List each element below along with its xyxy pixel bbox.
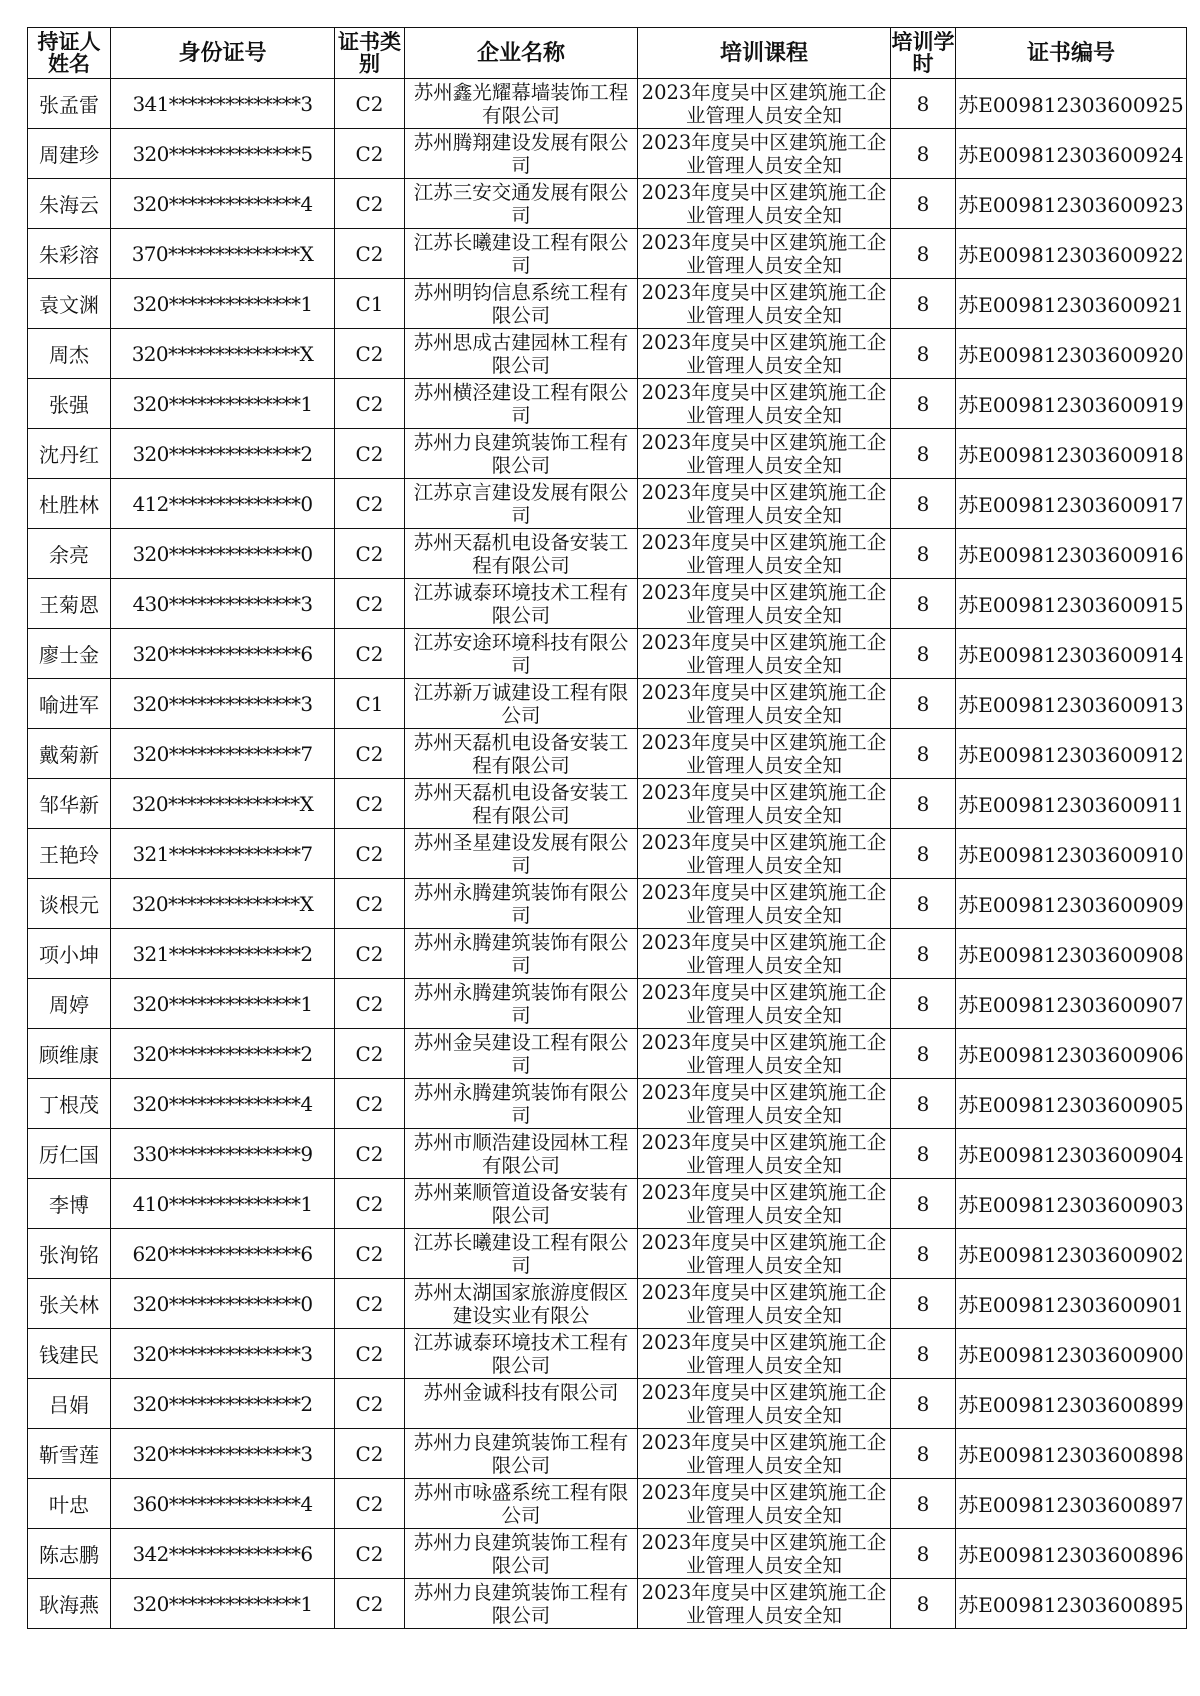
table-row [28, 729, 1187, 779]
cell-cert-type: C2 [335, 979, 405, 1029]
cell-id-number: 321**************2 [111, 929, 335, 979]
cell-id-number: 320**************2 [111, 429, 335, 479]
cell-id-number: 430**************3 [111, 579, 335, 629]
cell-hours: 8 [891, 1329, 956, 1379]
cell-company: 苏州腾翔建设发展有限公司 [405, 129, 638, 179]
cell-name: 谈根元 [28, 879, 111, 929]
cell-name: 周建珍 [28, 129, 111, 179]
cell-hours: 8 [891, 879, 956, 929]
cell-name: 吕娟 [28, 1379, 111, 1429]
cell-name: 项小坤 [28, 929, 111, 979]
cell-hours: 8 [891, 429, 956, 479]
cell-cert-number: 苏E009812303600915 [956, 579, 1187, 629]
cell-hours: 8 [891, 829, 956, 879]
cell-course: 2023年度吴中区建筑施工企业管理人员安全知 [638, 429, 891, 479]
table-row [28, 129, 1187, 179]
cell-company: 苏州横泾建设工程有限公司 [405, 379, 638, 429]
cell-cert-number: 苏E009812303600901 [956, 1279, 1187, 1329]
cell-company: 苏州明钧信息系统工程有限公司 [405, 279, 638, 329]
table-row [28, 79, 1187, 129]
cell-cert-type: C2 [335, 1429, 405, 1479]
cell-name: 叶忠 [28, 1479, 111, 1529]
cell-company: 苏州力良建筑装饰工程有限公司 [405, 429, 638, 479]
cell-cert-number: 苏E009812303600904 [956, 1129, 1187, 1179]
cell-name: 钱建民 [28, 1329, 111, 1379]
table-row [28, 1329, 1187, 1379]
cell-hours: 8 [891, 1029, 956, 1079]
table-row [28, 279, 1187, 329]
cell-cert-type: C2 [335, 1079, 405, 1129]
cell-hours: 8 [891, 529, 956, 579]
cell-name: 王艳玲 [28, 829, 111, 879]
cell-company: 苏州市咏盛系统工程有限公司 [405, 1479, 638, 1529]
cell-id-number: 342**************6 [111, 1529, 335, 1579]
cell-cert-type: C2 [335, 529, 405, 579]
cell-company: 江苏新万诚建设工程有限公司 [405, 679, 638, 729]
cell-cert-type: C2 [335, 829, 405, 879]
cell-hours: 8 [891, 1579, 956, 1629]
header-company: 企业名称 [405, 28, 638, 79]
header-cert-no: 证书编号 [956, 28, 1187, 79]
cell-cert-type: C2 [335, 1479, 405, 1529]
cell-course: 2023年度吴中区建筑施工企业管理人员安全知 [638, 329, 891, 379]
cell-cert-number: 苏E009812303600917 [956, 479, 1187, 529]
cell-hours: 8 [891, 1229, 956, 1279]
cell-cert-number: 苏E009812303600910 [956, 829, 1187, 879]
cell-cert-type: C2 [335, 1579, 405, 1629]
cell-cert-number: 苏E009812303600902 [956, 1229, 1187, 1279]
table-row [28, 1079, 1187, 1129]
cell-id-number: 620**************6 [111, 1229, 335, 1279]
table-row [28, 679, 1187, 729]
cell-hours: 8 [891, 379, 956, 429]
cell-cert-number: 苏E009812303600907 [956, 979, 1187, 1029]
cell-course: 2023年度吴中区建筑施工企业管理人员安全知 [638, 1379, 891, 1429]
cell-id-number: 320**************6 [111, 629, 335, 679]
cell-course: 2023年度吴中区建筑施工企业管理人员安全知 [638, 629, 891, 679]
cell-cert-number: 苏E009812303600903 [956, 1179, 1187, 1229]
cell-cert-type: C2 [335, 479, 405, 529]
cell-id-number: 320**************1 [111, 1579, 335, 1629]
cell-name: 张强 [28, 379, 111, 429]
cell-name: 厉仁国 [28, 1129, 111, 1179]
cell-cert-number: 苏E009812303600899 [956, 1379, 1187, 1429]
header-hours: 培训学时 [891, 28, 956, 79]
cell-course: 2023年度吴中区建筑施工企业管理人员安全知 [638, 379, 891, 429]
cell-course: 2023年度吴中区建筑施工企业管理人员安全知 [638, 479, 891, 529]
certificate-table [27, 27, 1187, 1629]
cell-company: 苏州莱顺管道设备安装有限公司 [405, 1179, 638, 1229]
table-row [28, 579, 1187, 629]
cell-hours: 8 [891, 779, 956, 829]
cell-course: 2023年度吴中区建筑施工企业管理人员安全知 [638, 1429, 891, 1479]
table-row [28, 229, 1187, 279]
cell-id-number: 320**************4 [111, 179, 335, 229]
cell-company: 苏州天磊机电设备安装工程有限公司 [405, 529, 638, 579]
table-row [28, 1029, 1187, 1079]
cell-name: 陈志鹏 [28, 1529, 111, 1579]
cell-course: 2023年度吴中区建筑施工企业管理人员安全知 [638, 529, 891, 579]
cell-hours: 8 [891, 1429, 956, 1479]
header-cert-type: 证书类别 [335, 28, 405, 79]
cell-name: 张洵铭 [28, 1229, 111, 1279]
table-row [28, 329, 1187, 379]
cell-cert-number: 苏E009812303600914 [956, 629, 1187, 679]
table-row [28, 379, 1187, 429]
cell-cert-number: 苏E009812303600923 [956, 179, 1187, 229]
cell-id-number: 320**************4 [111, 1079, 335, 1129]
cell-id-number: 320**************3 [111, 1329, 335, 1379]
cell-course: 2023年度吴中区建筑施工企业管理人员安全知 [638, 1579, 891, 1629]
cell-name: 顾维康 [28, 1029, 111, 1079]
table-row [28, 929, 1187, 979]
cell-hours: 8 [891, 979, 956, 1029]
cell-cert-number: 苏E009812303600913 [956, 679, 1187, 729]
cell-course: 2023年度吴中区建筑施工企业管理人员安全知 [638, 829, 891, 879]
cell-cert-number: 苏E009812303600906 [956, 1029, 1187, 1079]
cell-id-number: 320**************0 [111, 529, 335, 579]
cell-course: 2023年度吴中区建筑施工企业管理人员安全知 [638, 1179, 891, 1229]
cell-course: 2023年度吴中区建筑施工企业管理人员安全知 [638, 879, 891, 929]
table-row [28, 529, 1187, 579]
cell-course: 2023年度吴中区建筑施工企业管理人员安全知 [638, 1079, 891, 1129]
cell-id-number: 320**************X [111, 329, 335, 379]
cell-name: 李博 [28, 1179, 111, 1229]
cell-hours: 8 [891, 1279, 956, 1329]
cell-hours: 8 [891, 679, 956, 729]
cell-cert-type: C2 [335, 1279, 405, 1329]
cell-course: 2023年度吴中区建筑施工企业管理人员安全知 [638, 729, 891, 779]
cell-name: 邹华新 [28, 779, 111, 829]
cell-hours: 8 [891, 279, 956, 329]
cell-hours: 8 [891, 479, 956, 529]
cell-company: 江苏长曦建设工程有限公司 [405, 1229, 638, 1279]
cell-cert-type: C2 [335, 329, 405, 379]
cell-cert-type: C2 [335, 629, 405, 679]
cell-id-number: 320**************X [111, 879, 335, 929]
cell-company: 苏州天磊机电设备安装工程有限公司 [405, 779, 638, 829]
cell-course: 2023年度吴中区建筑施工企业管理人员安全知 [638, 679, 891, 729]
cell-cert-number: 苏E009812303600925 [956, 79, 1187, 129]
cell-hours: 8 [891, 129, 956, 179]
table-row [28, 829, 1187, 879]
cell-cert-number: 苏E009812303600919 [956, 379, 1187, 429]
cell-hours: 8 [891, 579, 956, 629]
table-row [28, 429, 1187, 479]
cell-cert-type: C2 [335, 1229, 405, 1279]
cell-id-number: 320**************1 [111, 379, 335, 429]
cell-cert-type: C2 [335, 429, 405, 479]
cell-cert-type: C2 [335, 1529, 405, 1579]
cell-cert-type: C2 [335, 179, 405, 229]
cell-id-number: 320**************1 [111, 279, 335, 329]
cell-course: 2023年度吴中区建筑施工企业管理人员安全知 [638, 1029, 891, 1079]
cell-name: 杜胜林 [28, 479, 111, 529]
cell-id-number: 370**************X [111, 229, 335, 279]
table-row [28, 879, 1187, 929]
cell-cert-number: 苏E009812303600920 [956, 329, 1187, 379]
table-row [28, 779, 1187, 829]
cell-hours: 8 [891, 929, 956, 979]
cell-company: 苏州天磊机电设备安装工程有限公司 [405, 729, 638, 779]
table-row [28, 1579, 1187, 1629]
cell-company: 江苏长曦建设工程有限公司 [405, 229, 638, 279]
cell-cert-type: C2 [335, 79, 405, 129]
cell-name: 周婷 [28, 979, 111, 1029]
table-row [28, 1379, 1187, 1429]
cell-id-number: 341**************3 [111, 79, 335, 129]
cell-cert-number: 苏E009812303600922 [956, 229, 1187, 279]
cell-course: 2023年度吴中区建筑施工企业管理人员安全知 [638, 1529, 891, 1579]
cell-hours: 8 [891, 1179, 956, 1229]
cell-hours: 8 [891, 729, 956, 779]
cell-course: 2023年度吴中区建筑施工企业管理人员安全知 [638, 279, 891, 329]
cell-company: 苏州力良建筑装饰工程有限公司 [405, 1579, 638, 1629]
cell-cert-type: C2 [335, 379, 405, 429]
cell-cert-type: C2 [335, 1179, 405, 1229]
cell-company: 苏州鑫光耀幕墙装饰工程有限公司 [405, 79, 638, 129]
cell-company: 江苏京言建设发展有限公司 [405, 479, 638, 529]
cell-company: 苏州力良建筑装饰工程有限公司 [405, 1429, 638, 1479]
cell-hours: 8 [891, 329, 956, 379]
cell-cert-number: 苏E009812303600895 [956, 1579, 1187, 1629]
cell-cert-number: 苏E009812303600909 [956, 879, 1187, 929]
cell-cert-number: 苏E009812303600921 [956, 279, 1187, 329]
cell-id-number: 410**************1 [111, 1179, 335, 1229]
cell-id-number: 320**************3 [111, 679, 335, 729]
cell-cert-type: C1 [335, 679, 405, 729]
table-row [28, 479, 1187, 529]
table-row [28, 629, 1187, 679]
cell-cert-type: C2 [335, 929, 405, 979]
table-row [28, 1529, 1187, 1579]
cell-name: 戴菊新 [28, 729, 111, 779]
cell-company: 苏州圣星建设发展有限公司 [405, 829, 638, 879]
cell-name: 喻进军 [28, 679, 111, 729]
cell-company: 苏州永腾建筑装饰有限公司 [405, 879, 638, 929]
header-course: 培训课程 [638, 28, 891, 79]
cell-hours: 8 [891, 229, 956, 279]
cell-hours: 8 [891, 179, 956, 229]
cell-cert-type: C2 [335, 229, 405, 279]
cell-id-number: 320**************2 [111, 1379, 335, 1429]
cell-id-number: 330**************9 [111, 1129, 335, 1179]
table-row [28, 1129, 1187, 1179]
cell-id-number: 321**************7 [111, 829, 335, 879]
cell-course: 2023年度吴中区建筑施工企业管理人员安全知 [638, 579, 891, 629]
table-row [28, 1279, 1187, 1329]
cell-company: 苏州力良建筑装饰工程有限公司 [405, 1529, 638, 1579]
cell-course: 2023年度吴中区建筑施工企业管理人员安全知 [638, 979, 891, 1029]
cell-id-number: 320**************3 [111, 1429, 335, 1479]
cell-company: 江苏安途环境科技有限公司 [405, 629, 638, 679]
cell-id-number: 320**************2 [111, 1029, 335, 1079]
cell-id-number: 412**************0 [111, 479, 335, 529]
cell-name: 余亮 [28, 529, 111, 579]
table-row [28, 1229, 1187, 1279]
cell-name: 王菊恩 [28, 579, 111, 629]
cell-cert-number: 苏E009812303600908 [956, 929, 1187, 979]
cell-name: 丁根茂 [28, 1079, 111, 1129]
cell-id-number: 320**************0 [111, 1279, 335, 1329]
cell-course: 2023年度吴中区建筑施工企业管理人员安全知 [638, 129, 891, 179]
cell-cert-number: 苏E009812303600918 [956, 429, 1187, 479]
cell-name: 张孟雷 [28, 79, 111, 129]
cell-id-number: 320**************7 [111, 729, 335, 779]
cell-cert-type: C2 [335, 129, 405, 179]
cell-cert-type: C2 [335, 1329, 405, 1379]
table-row [28, 1429, 1187, 1479]
cell-cert-type: C2 [335, 579, 405, 629]
cell-company: 苏州思成古建园林工程有限公司 [405, 329, 638, 379]
cell-hours: 8 [891, 79, 956, 129]
cell-hours: 8 [891, 1529, 956, 1579]
cell-course: 2023年度吴中区建筑施工企业管理人员安全知 [638, 79, 891, 129]
header-name: 持证人姓名 [28, 28, 111, 79]
cell-course: 2023年度吴中区建筑施工企业管理人员安全知 [638, 179, 891, 229]
cell-course: 2023年度吴中区建筑施工企业管理人员安全知 [638, 1229, 891, 1279]
cell-company: 江苏诚泰环境技术工程有限公司 [405, 579, 638, 629]
cell-hours: 8 [891, 1379, 956, 1429]
cell-name: 廖士金 [28, 629, 111, 679]
table-row [28, 979, 1187, 1029]
cell-name: 靳雪莲 [28, 1429, 111, 1479]
cell-course: 2023年度吴中区建筑施工企业管理人员安全知 [638, 1479, 891, 1529]
cell-id-number: 320**************5 [111, 129, 335, 179]
table-row [28, 1179, 1187, 1229]
cell-course: 2023年度吴中区建筑施工企业管理人员安全知 [638, 779, 891, 829]
cell-company: 苏州太湖国家旅游度假区建设实业有限公 [405, 1279, 638, 1329]
cell-name: 袁文渊 [28, 279, 111, 329]
cell-hours: 8 [891, 1479, 956, 1529]
cell-cert-type: C2 [335, 1029, 405, 1079]
cell-cert-number: 苏E009812303600911 [956, 779, 1187, 829]
cell-company: 苏州永腾建筑装饰有限公司 [405, 1079, 638, 1129]
cell-cert-number: 苏E009812303600900 [956, 1329, 1187, 1379]
cell-name: 沈丹红 [28, 429, 111, 479]
cell-name: 耿海燕 [28, 1579, 111, 1629]
cell-name: 朱彩溶 [28, 229, 111, 279]
cell-id-number: 320**************1 [111, 979, 335, 1029]
cell-cert-number: 苏E009812303600897 [956, 1479, 1187, 1529]
cell-cert-type: C2 [335, 1379, 405, 1429]
cell-course: 2023年度吴中区建筑施工企业管理人员安全知 [638, 1279, 891, 1329]
cell-course: 2023年度吴中区建筑施工企业管理人员安全知 [638, 929, 891, 979]
cell-cert-number: 苏E009812303600898 [956, 1429, 1187, 1479]
cell-company: 苏州金吴建设工程有限公司 [405, 1029, 638, 1079]
cell-hours: 8 [891, 1079, 956, 1129]
table-row [28, 1479, 1187, 1529]
cell-company: 江苏三安交通发展有限公司 [405, 179, 638, 229]
cell-course: 2023年度吴中区建筑施工企业管理人员安全知 [638, 229, 891, 279]
cell-name: 朱海云 [28, 179, 111, 229]
table-row [28, 179, 1187, 229]
header-row [28, 28, 1187, 79]
cell-name: 张关林 [28, 1279, 111, 1329]
cell-company: 苏州金诚科技有限公司 [405, 1379, 638, 1429]
cell-company: 苏州永腾建筑装饰有限公司 [405, 979, 638, 1029]
cell-course: 2023年度吴中区建筑施工企业管理人员安全知 [638, 1329, 891, 1379]
cell-cert-number: 苏E009812303600916 [956, 529, 1187, 579]
cell-company: 苏州市顺浩建设园林工程有限公司 [405, 1129, 638, 1179]
cell-company: 江苏诚泰环境技术工程有限公司 [405, 1329, 638, 1379]
cell-id-number: 360**************4 [111, 1479, 335, 1529]
cell-cert-number: 苏E009812303600905 [956, 1079, 1187, 1129]
cell-cert-type: C2 [335, 779, 405, 829]
cell-cert-number: 苏E009812303600924 [956, 129, 1187, 179]
cell-cert-type: C2 [335, 729, 405, 779]
cell-cert-type: C2 [335, 1129, 405, 1179]
header-id: 身份证号 [111, 28, 335, 79]
cell-cert-type: C1 [335, 279, 405, 329]
cell-cert-number: 苏E009812303600912 [956, 729, 1187, 779]
cell-id-number: 320**************X [111, 779, 335, 829]
cell-company: 苏州永腾建筑装饰有限公司 [405, 929, 638, 979]
cell-cert-number: 苏E009812303600896 [956, 1529, 1187, 1579]
cell-cert-type: C2 [335, 879, 405, 929]
cell-name: 周杰 [28, 329, 111, 379]
cell-hours: 8 [891, 629, 956, 679]
cell-hours: 8 [891, 1129, 956, 1179]
cell-course: 2023年度吴中区建筑施工企业管理人员安全知 [638, 1129, 891, 1179]
